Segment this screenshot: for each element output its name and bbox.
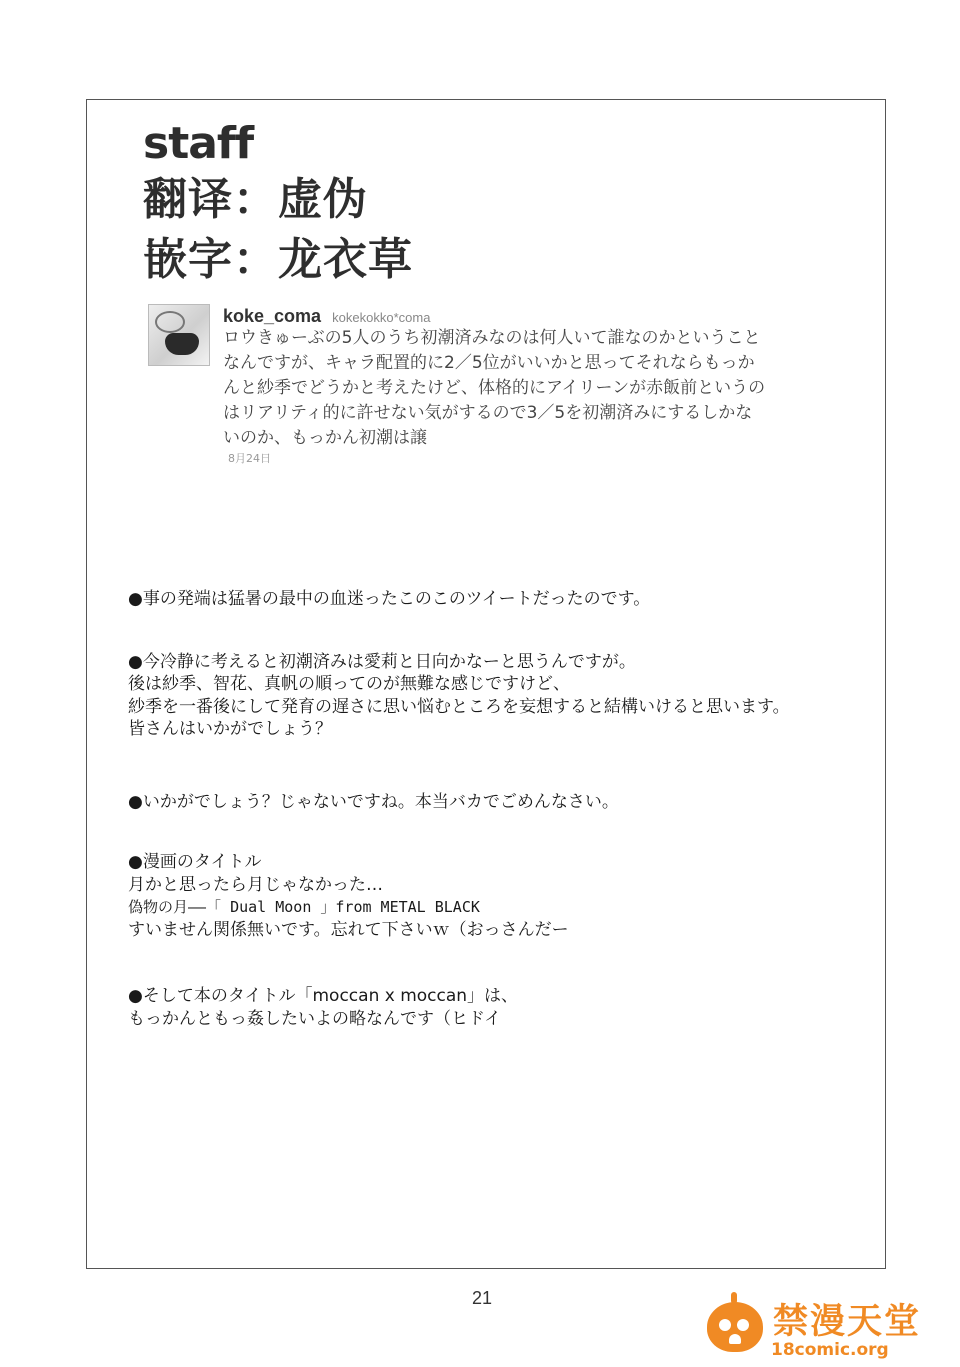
paragraph	[128, 791, 868, 814]
paragraph	[128, 651, 868, 741]
tweet-handle: kokekokko*coma	[332, 310, 431, 325]
afterword-text	[128, 588, 868, 1030]
tweet-line: ロウきゅーぶの5人のうち初潮済みなのは何人いて誰なのかということ	[223, 328, 761, 348]
tweet-line: いのか、もっかん初潮は譲	[223, 428, 427, 448]
watermark-logo	[705, 1290, 955, 1365]
tweet-text	[223, 326, 803, 451]
staff-typesetting: 嵌字：龙衣草	[143, 234, 413, 285]
watermark-url: 18comic.org	[771, 1340, 889, 1360]
paragraph-line: 後は紗季、智花、真帆の順ってのが無難な感じですけど、	[128, 674, 570, 694]
paragraph-line: ●事の発端は猛暑の最中の血迷ったこのこのツイートだったのです。	[128, 589, 651, 609]
staff-translation: 翻译：虚伪	[143, 174, 368, 225]
paragraph-line: ●漫画のタイトル	[128, 852, 262, 872]
paragraph-line: 皆さんはいかがでしょう？	[128, 719, 332, 739]
paragraph	[128, 588, 868, 611]
paragraph-line: ●そして本のタイトル「moccan x moccan」は、	[128, 986, 519, 1006]
paragraph-line: 月かと思ったら月じゃなかった…	[128, 874, 383, 895]
paragraph-line: もっかんともっ姦したいよの略なんです（ヒドイ	[128, 1008, 502, 1029]
staff-credits	[143, 118, 413, 290]
paragraph-line: 偽物の月――「 Dual Moon 」from METAL BLACK	[128, 898, 480, 916]
page-number: 21	[472, 1288, 493, 1308]
paragraph-line: ●今冷静に考えると初潮済みは愛莉と日向かなーと思うんですが。	[128, 651, 636, 672]
paragraph	[128, 851, 868, 941]
paragraph	[128, 985, 868, 1030]
tweet-line: なんですが、キャラ配置的に2／5位がいいかと思ってそれならもっか	[223, 353, 755, 373]
staff-title: staff	[143, 118, 254, 169]
tweet-line: はリアリティ的に許せない気がするので3／5を初潮済みにするしかな	[223, 403, 753, 423]
tweet-line: んと紗季でどうかと考えたけど、体格的にアイリーンが赤飯前というの	[223, 378, 766, 398]
tweet-username: koke_coma	[223, 306, 322, 326]
paragraph-line: すいません関係無いです。忘れて下さいｗ（おっさんだー	[128, 919, 569, 940]
avatar-image-icon	[148, 304, 210, 366]
watermark-title: 禁漫天堂	[773, 1302, 922, 1342]
mascot-logo-icon	[707, 1302, 763, 1352]
tweet-header	[223, 306, 430, 327]
tweet-date: 8月24日	[228, 452, 271, 465]
paragraph-line: 紗季を一番後にして発育の遅さに思い悩むところを妄想すると結構いけると思います。	[128, 696, 790, 717]
paragraph-line: ●いかがでしょう？じゃないですね。本当バカでごめんなさい。	[128, 791, 619, 812]
